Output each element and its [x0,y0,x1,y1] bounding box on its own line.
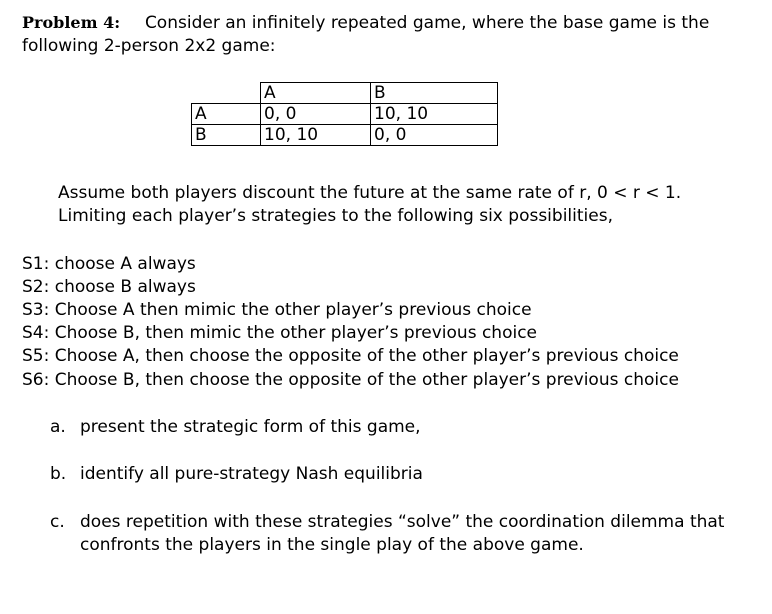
payoff-table-row-a [192,104,498,125]
question-c-letter: c. [50,512,65,532]
problem-label: Problem 4: [22,13,121,32]
strategy-s6: S6: Choose B, then choose the opposite of the other player’s previous choice [22,370,679,390]
strategy-s1: S1: choose A always [22,254,196,274]
payoff-table-header-row [192,83,498,104]
payoff-table-row-header-b: B [192,125,261,146]
payoff-table-col-header-b: B [371,83,498,104]
question-c-text-line-2: confronts the players in the single play of the above game. [80,535,584,555]
payoff-cell-a-b: 10, 10 [371,104,498,125]
question-b-letter: b. [50,464,67,484]
assumption-line-2: Limiting each player’s strategies to the following six possibilities, [58,206,613,226]
payoff-table-corner [192,83,261,104]
payoff-table-row-header-a: A [192,104,261,125]
problem-intro-text: Consider an infinitely repeated game, where the base game is the [144,13,710,33]
strategy-s4: S4: Choose B, then mimic the other player’s previous choice [22,323,538,343]
payoff-cell-b-a: 10, 10 [261,125,371,146]
payoff-table-row-b [192,125,498,146]
problem-intro-line-1 [22,12,709,34]
question-b-text: identify all pure-strategy Nash equilibria [80,464,423,484]
problem-intro-line-2: following 2-person 2x2 game: [22,36,276,56]
question-c-text-line-1: does repetition with these strategies “solve” the coordination dilemma that [80,512,725,532]
payoff-cell-b-b: 0, 0 [371,125,498,146]
payoff-table [191,82,498,146]
strategy-s3: S3: Choose A then mimic the other player’s previous choice [22,300,532,320]
payoff-table-col-header-a: A [261,83,371,104]
strategy-s2: S2: choose B always [22,277,196,297]
question-a-text: present the strategic form of this game, [80,417,421,437]
strategy-s5: S5: Choose A, then choose the opposite of the other player’s previous choice [22,346,679,366]
assumption-line-1: Assume both players discount the future at the same rate of r, 0 < r < 1. [58,183,682,203]
question-a-letter: a. [50,417,66,437]
payoff-cell-a-a: 0, 0 [261,104,371,125]
